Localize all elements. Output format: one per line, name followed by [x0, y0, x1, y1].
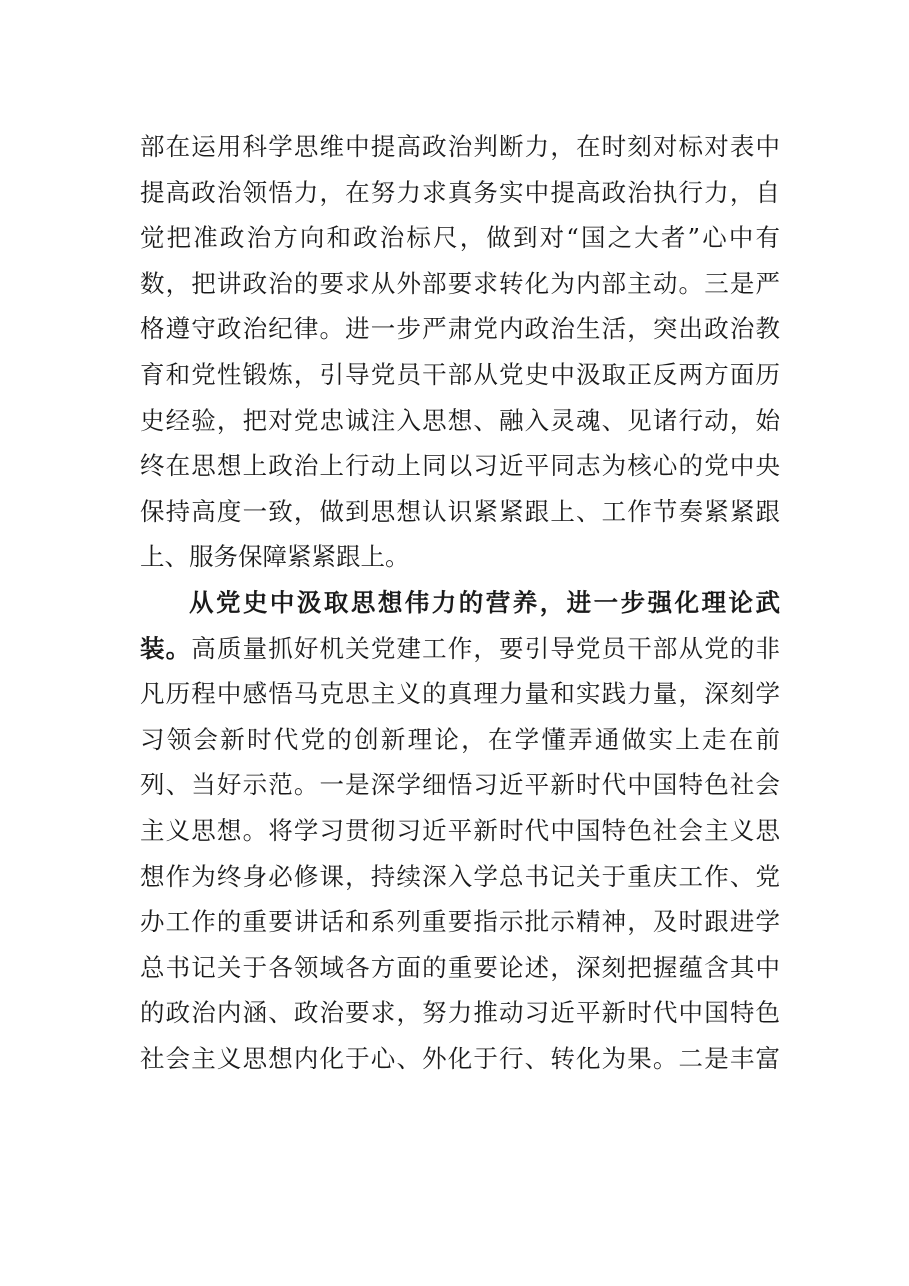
paragraph-line: 保持高度一致，做到思想认识紧紧跟上、工作节奏紧紧跟: [140, 496, 780, 526]
paragraph-line: 的政治内涵、政治要求，努力推动习近平新时代中国特色: [140, 998, 780, 1028]
paragraph-line: 提高政治领悟力，在努力求真务实中提高政治执行力，自: [140, 177, 780, 207]
paragraph-line: 终在思想上政治上行动上同以习近平同志为核心的党中央: [140, 451, 780, 481]
paragraph-line: 数，把讲政治的要求从外部要求转化为内部主动。三是严: [140, 268, 780, 298]
paragraph-line: [140, 626, 780, 672]
section-heading-end: 装。: [140, 633, 192, 663]
paragraph-line: 社会主义思想内化于心、外化于行、转化为果。二是丰富: [140, 1043, 780, 1073]
paragraph-line: 办工作的重要讲话和系列重要指示批示精神，及时跟进学: [140, 907, 780, 937]
paragraph-line: 育和党性锻炼，引导党员干部从党史中汲取正反两方面历: [140, 359, 780, 389]
paragraph-line: 想作为终身必修课，持续深入学总书记关于重庆工作、党: [140, 861, 780, 891]
paragraph-line: 总书记关于各领域各方面的重要论述，深刻把握蕴含其中: [140, 952, 780, 982]
paragraph-line: 觉把准政治方向和政治标尺，做到对“国之大者”心中有: [140, 223, 780, 253]
document-body: [140, 124, 780, 1081]
paragraph-line: 格遵守政治纪律。进一步严肃党内政治生活，突出政治教: [140, 314, 780, 344]
paragraph-line: 部在运用科学思维中提高政治判断力，在时刻对标对表中: [140, 132, 780, 161]
paragraph-text: 高质量抓好机关党建工作，要引导党员干部从党的非: [191, 633, 781, 663]
paragraph-line: 凡历程中感悟马克思主义的真理力量和实践力量，深刻学: [140, 679, 780, 709]
paragraph-line: 列、当好示范。一是深学细悟习近平新时代中国特色社会: [140, 770, 780, 800]
paragraph-line: 史经验，把对党忠诚注入思想、融入灵魂、见诸行动，始: [140, 405, 780, 435]
paragraph-line: 习领会新时代党的创新理论，在学懂弄通做实上走在前: [140, 724, 780, 754]
section-heading: 从党史中汲取思想伟力的营养，进一步强化理论武: [189, 587, 780, 617]
paragraph-line: 主义思想。将学习贯彻习近平新时代中国特色社会主义思: [140, 815, 780, 845]
paragraph-line: 上、服务保障紧紧跟上。: [140, 542, 410, 572]
